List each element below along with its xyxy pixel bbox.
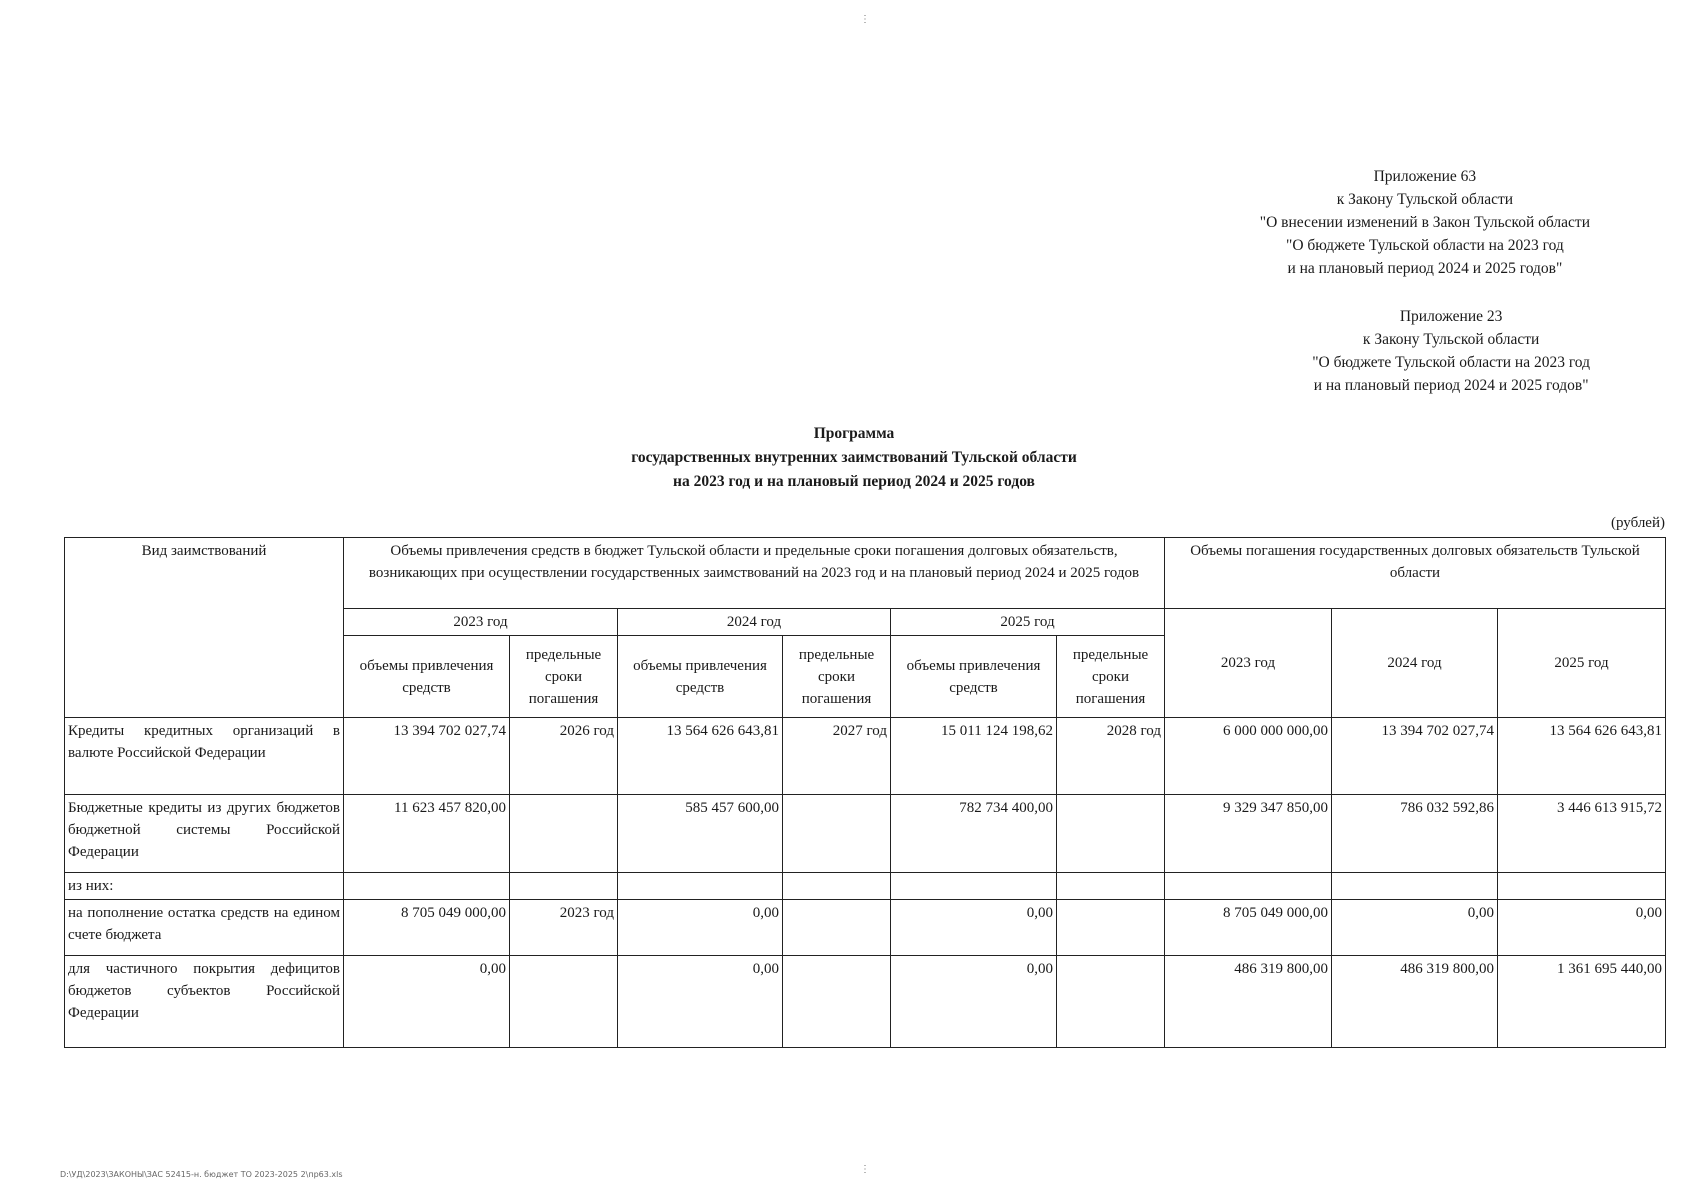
annex-line: и на плановый период 2024 и 2025 годов" — [1313, 377, 1589, 394]
cell-volume-2023 — [344, 873, 510, 900]
cell-term-2025 — [1057, 873, 1165, 900]
cell-term-2023 — [510, 795, 618, 873]
cell-term-2025 — [1057, 956, 1165, 1048]
annex-line: "О бюджете Тульской области на 2023 год — [1312, 354, 1590, 371]
cell-volume-2025 — [891, 873, 1057, 900]
header-year-2024: 2024 год — [618, 609, 891, 636]
cell-repay-2025 — [1498, 873, 1666, 900]
cell-term-2024 — [783, 795, 891, 873]
cell-volume-2023: 0,00 — [344, 956, 510, 1048]
cell-volume-2024: 0,00 — [618, 900, 783, 956]
cell-term-2023: 2023 год — [510, 900, 618, 956]
cell-term-2024: 2027 год — [783, 718, 891, 795]
title-line: на 2023 год и на плановый период 2024 и 2025 годов — [673, 473, 1035, 490]
cell-volume-2025: 0,00 — [891, 900, 1057, 956]
header-repay-2024: 2024 год — [1332, 609, 1498, 718]
cell-term-2024 — [783, 873, 891, 900]
cell-repay-2025: 1 361 695 440,00 — [1498, 956, 1666, 1048]
cell-repay-2025: 13 564 626 643,81 — [1498, 718, 1666, 795]
cell-term-2025 — [1057, 795, 1165, 873]
header-year-2025: 2025 год — [891, 609, 1165, 636]
annex-line: Приложение 23 — [1399, 308, 1503, 325]
annex-line: "О внесении изменений в Закон Тульской области — [1259, 214, 1590, 231]
annex-line: "О бюджете Тульской области на 2023 год — [1286, 237, 1564, 254]
table-row — [65, 795, 1666, 873]
header-repay-2025: 2025 год — [1498, 609, 1666, 718]
cell-volume-2024 — [618, 873, 783, 900]
table-row — [65, 873, 1666, 900]
annex-23-block — [1312, 305, 1590, 397]
header-borrowing-type: Вид заимствований — [65, 538, 344, 718]
table-row — [65, 718, 1666, 795]
cell-repay-2023: 8 705 049 000,00 — [1165, 900, 1332, 956]
cell-volume-2023: 11 623 457 820,00 — [344, 795, 510, 873]
annex-line: к Закону Тульской области — [1362, 331, 1540, 348]
cell-repay-2023: 486 319 800,00 — [1165, 956, 1332, 1048]
file-path-footer: D:\УД\2023\ЗАКОНЫ\ЗАС 52415-н. бюджет ТО 2023-2025 2\пр63.xls — [60, 1170, 343, 1179]
title-line: государственных внутренних заимствований Тульской области — [631, 449, 1077, 466]
row-name: на пополнение остатка средств на едином счете бюджета — [65, 900, 344, 956]
row-name: Кредиты кредитных организаций в валюте Российской Федерации — [65, 718, 344, 795]
document-title — [0, 422, 1708, 494]
cell-term-2023 — [510, 873, 618, 900]
title-line: Программа — [813, 425, 895, 442]
header-volume: объемы привлечения средств — [344, 636, 510, 718]
cell-repay-2024: 486 319 800,00 — [1332, 956, 1498, 1048]
cell-term-2024 — [783, 900, 891, 956]
header-year-2023: 2023 год — [344, 609, 618, 636]
cell-term-2023: 2026 год — [510, 718, 618, 795]
header-attraction-group: Объемы привлечения средств в бюджет Тульской области и предельные сроки погашения долговых обязательств, возникающих при осуществлении государственных заимствований на 2023 год и на плановый период 2024 и 2025 годов — [344, 538, 1165, 609]
table-row — [65, 900, 1666, 956]
cell-repay-2025: 0,00 — [1498, 900, 1666, 956]
cell-repay-2024: 0,00 — [1332, 900, 1498, 956]
row-name: из них: — [65, 873, 344, 900]
cell-term-2023 — [510, 956, 618, 1048]
annex-line: к Закону Тульской области — [1336, 191, 1514, 208]
cell-term-2025 — [1057, 900, 1165, 956]
cell-repay-2025: 3 446 613 915,72 — [1498, 795, 1666, 873]
cell-volume-2025: 0,00 — [891, 956, 1057, 1048]
cell-volume-2024: 0,00 — [618, 956, 783, 1048]
header-repayment-group: Объемы погашения государственных долговых обязательств Тульской области — [1165, 538, 1666, 609]
table-row — [65, 956, 1666, 1048]
annex-63-block — [1260, 165, 1590, 280]
cell-repay-2023 — [1165, 873, 1332, 900]
cell-volume-2023: 8 705 049 000,00 — [344, 900, 510, 956]
units-label: (рублей) — [1610, 515, 1665, 531]
cell-repay-2023: 6 000 000 000,00 — [1165, 718, 1332, 795]
cell-volume-2025: 782 734 400,00 — [891, 795, 1057, 873]
borrowing-program-table — [64, 537, 1666, 1048]
header-term: предельные сроки погашения — [510, 636, 618, 718]
cell-volume-2024: 585 457 600,00 — [618, 795, 783, 873]
header-volume: объемы привлечения средств — [891, 636, 1057, 718]
cell-repay-2024: 786 032 592,86 — [1332, 795, 1498, 873]
header-term: предельные сроки погашения — [783, 636, 891, 718]
row-name: Бюджетные кредиты из других бюджетов бюджетной системы Российской Федерации — [65, 795, 344, 873]
cell-repay-2023: 9 329 347 850,00 — [1165, 795, 1332, 873]
cell-volume-2023: 13 394 702 027,74 — [344, 718, 510, 795]
scan-mark-bottom: ⋮ — [860, 1164, 870, 1175]
cell-repay-2024: 13 394 702 027,74 — [1332, 718, 1498, 795]
cell-term-2024 — [783, 956, 891, 1048]
cell-volume-2024: 13 564 626 643,81 — [618, 718, 783, 795]
cell-repay-2024 — [1332, 873, 1498, 900]
row-name: для частичного покрытия дефицитов бюджетов субъектов Российской Федерации — [65, 956, 344, 1048]
header-repay-2023: 2023 год — [1165, 609, 1332, 718]
scan-mark-top: ⋮ — [860, 14, 870, 25]
header-term: предельные сроки погашения — [1057, 636, 1165, 718]
cell-volume-2025: 15 011 124 198,62 — [891, 718, 1057, 795]
annex-line: Приложение 63 — [1373, 168, 1477, 185]
header-volume: объемы привлечения средств — [618, 636, 783, 718]
annex-line: и на плановый период 2024 и 2025 годов" — [1287, 260, 1563, 277]
cell-term-2025: 2028 год — [1057, 718, 1165, 795]
